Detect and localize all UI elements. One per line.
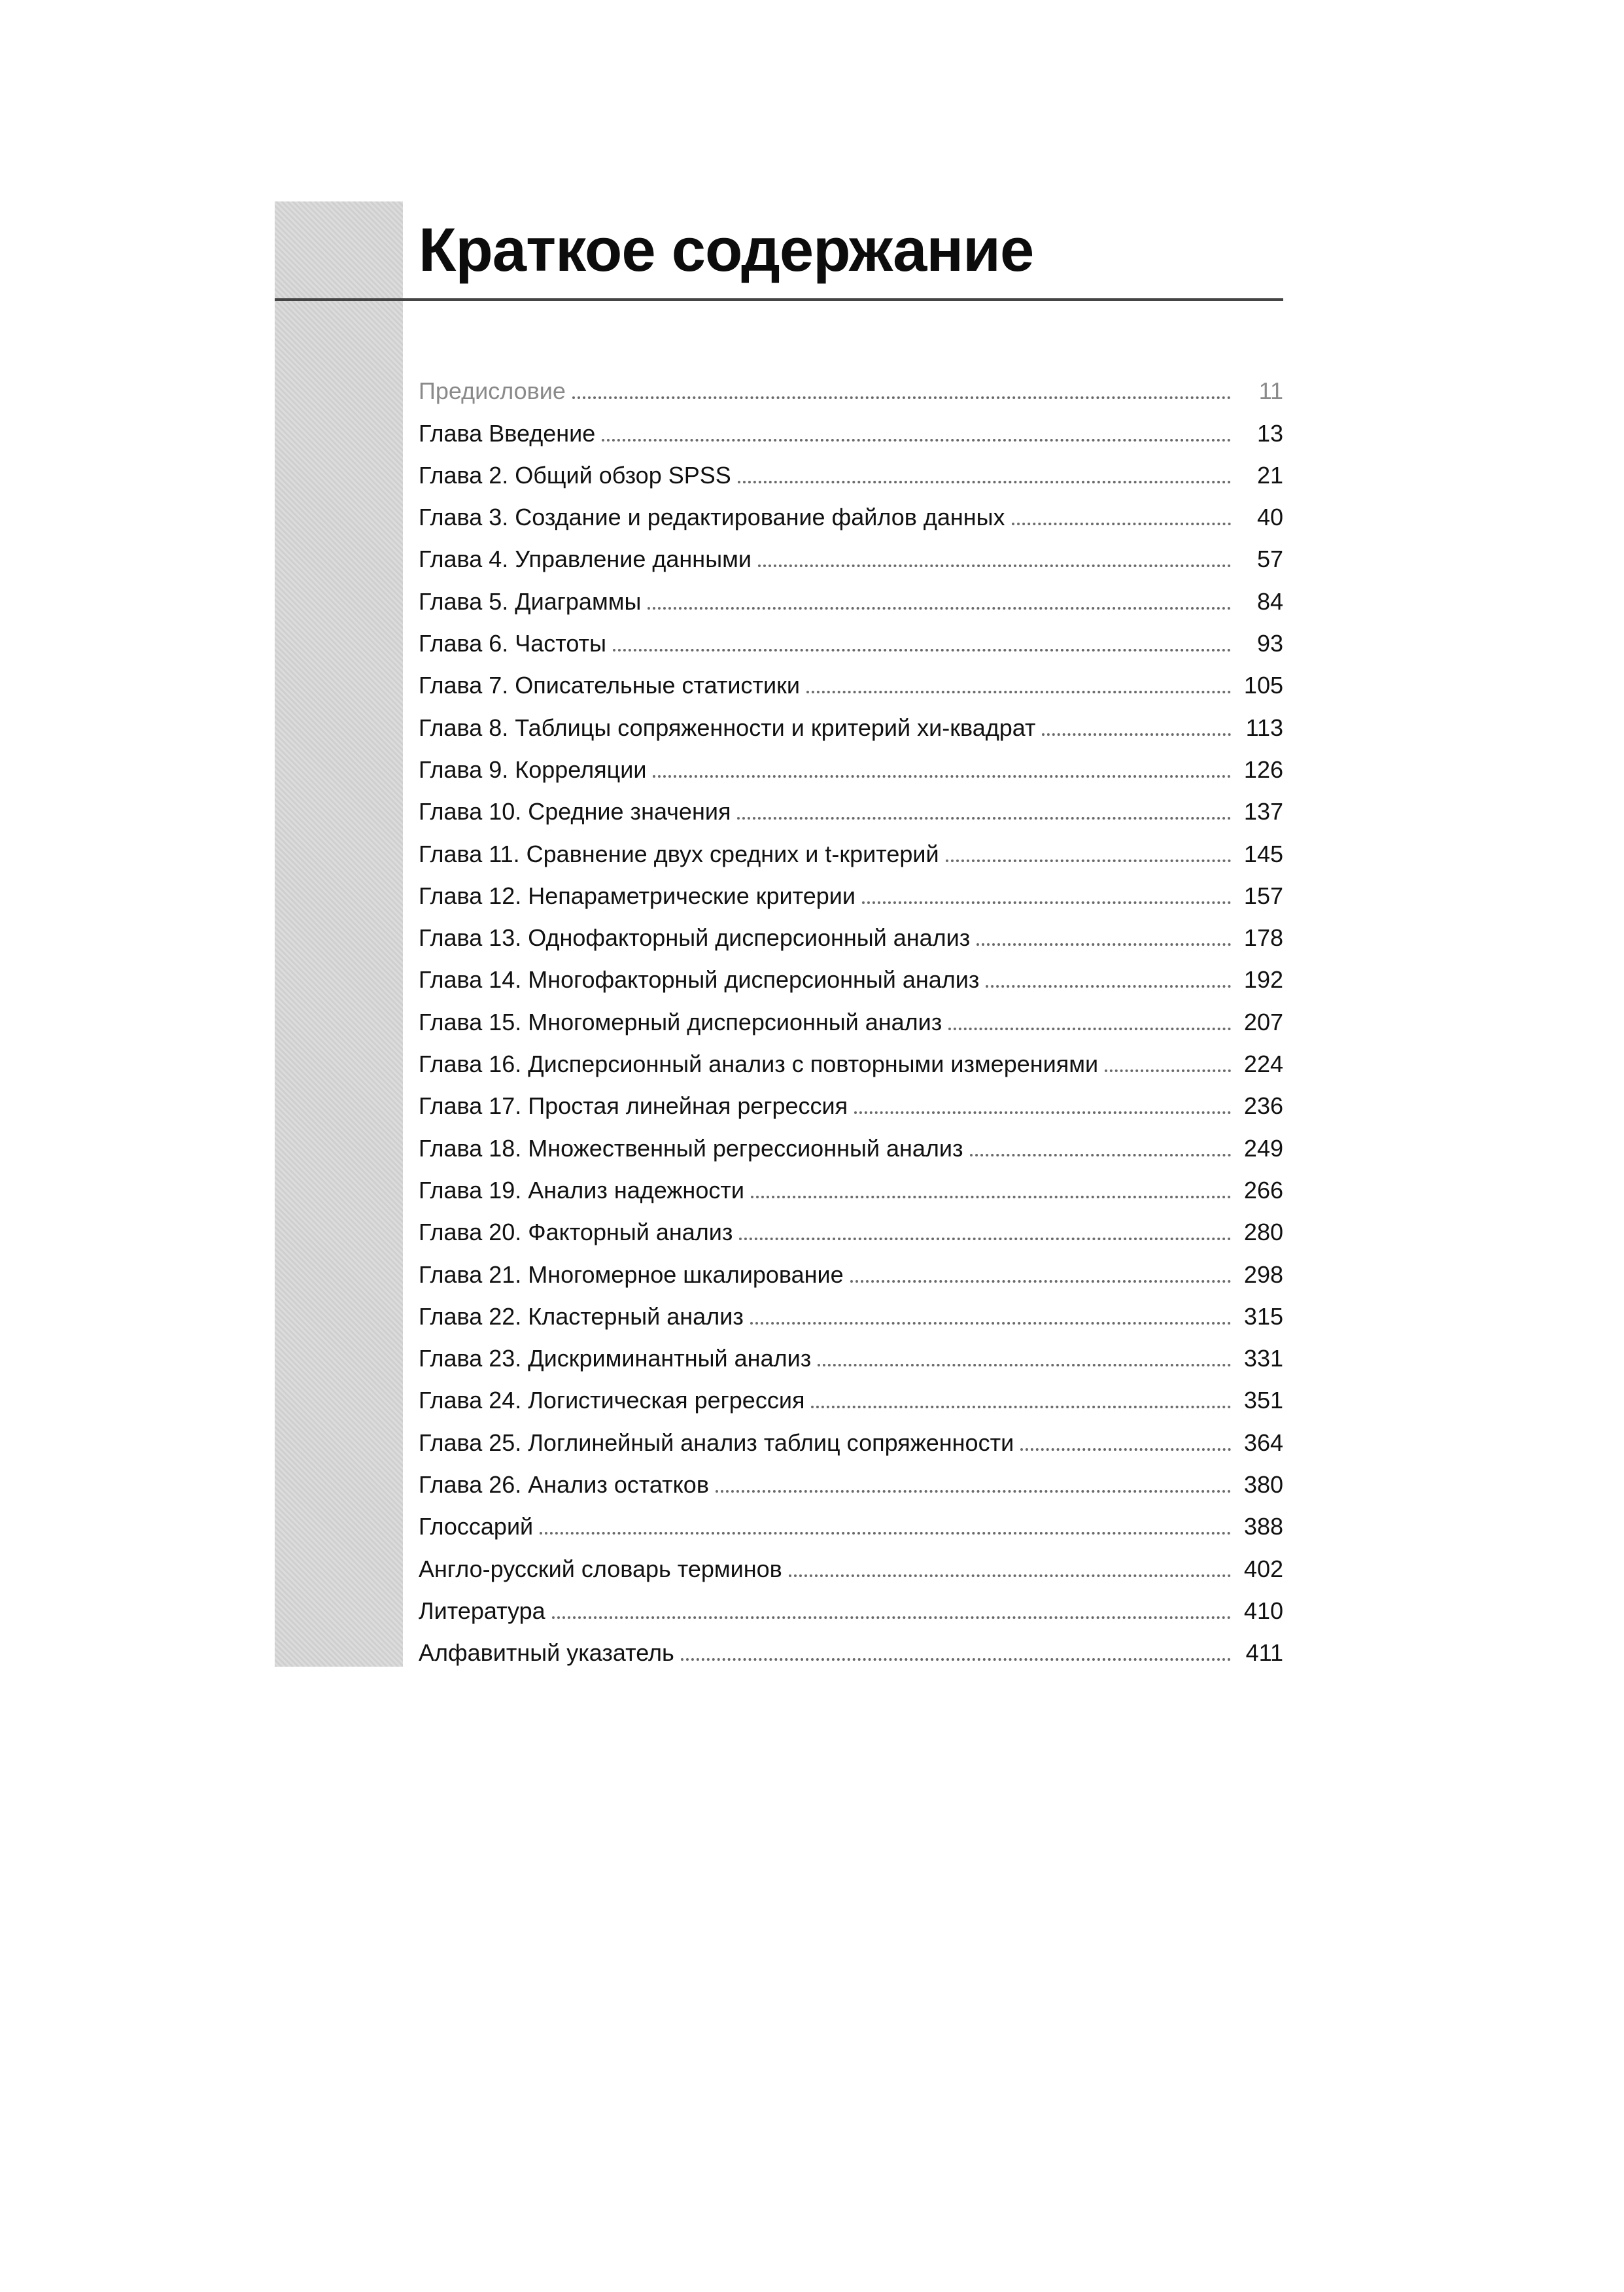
toc-entry-page: 207 bbox=[1243, 1008, 1283, 1035]
toc-entry-page: 105 bbox=[1243, 672, 1283, 699]
dot-leader bbox=[850, 1280, 1231, 1283]
toc-entry-title: Глава 26. Анализ остатков bbox=[419, 1471, 709, 1499]
toc-entry-page: 364 bbox=[1243, 1429, 1283, 1456]
dot-leader bbox=[789, 1574, 1231, 1577]
toc-entry-title: Глава 22. Кластерный анализ bbox=[419, 1302, 744, 1330]
toc-entry[interactable] bbox=[419, 574, 1283, 616]
toc-entry-page: 145 bbox=[1243, 840, 1283, 867]
title-underline bbox=[275, 298, 1283, 301]
toc-entry[interactable] bbox=[419, 994, 1283, 1036]
toc-entry[interactable] bbox=[419, 784, 1283, 826]
dot-leader bbox=[613, 649, 1231, 651]
toc-entry-page: 157 bbox=[1243, 882, 1283, 909]
toc-entry-title: Глава 5. Диаграммы bbox=[419, 587, 642, 615]
toc-entry-title: Глава 13. Однофакторный дисперсионный анализ bbox=[419, 924, 971, 952]
toc-entry-title: Глава 17. Простая линейная регрессия bbox=[419, 1092, 848, 1120]
toc-entry-title: Англо-русский словарь терминов bbox=[419, 1555, 782, 1582]
toc-entry-page: 113 bbox=[1245, 714, 1283, 741]
toc-entry[interactable] bbox=[419, 490, 1283, 532]
dot-leader bbox=[818, 1364, 1231, 1366]
dot-leader bbox=[946, 859, 1231, 862]
page-title: Краткое содержание bbox=[419, 215, 1034, 284]
toc-entry-title: Глава 10. Средние значения bbox=[419, 798, 731, 825]
toc-entry[interactable] bbox=[419, 742, 1283, 784]
dot-leader bbox=[1020, 1448, 1231, 1451]
toc-entry-title: Глава Введение bbox=[419, 419, 596, 447]
dot-leader bbox=[862, 901, 1231, 904]
dot-leader bbox=[948, 1028, 1231, 1030]
dot-leader bbox=[572, 396, 1231, 399]
toc-entry[interactable] bbox=[419, 616, 1283, 658]
toc-entry-page: 178 bbox=[1243, 924, 1283, 952]
toc-entry[interactable] bbox=[419, 952, 1283, 994]
toc-entry-page: 126 bbox=[1243, 755, 1283, 783]
toc-entry[interactable] bbox=[419, 532, 1283, 574]
toc-entry[interactable] bbox=[419, 1247, 1283, 1289]
toc-entry-title: Глава 21. Многомерное шкалирование bbox=[419, 1260, 844, 1288]
toc-entry-page: 315 bbox=[1243, 1302, 1283, 1330]
dot-leader bbox=[602, 439, 1231, 442]
toc-entry[interactable] bbox=[419, 1163, 1283, 1205]
toc-entry-page: 84 bbox=[1256, 587, 1283, 615]
toc-entry-page: 137 bbox=[1243, 798, 1283, 825]
toc-entry-page: 266 bbox=[1243, 1176, 1283, 1204]
dot-leader bbox=[806, 691, 1231, 693]
toc-entry-title: Алфавитный указатель bbox=[419, 1639, 674, 1667]
toc-entry-page: 331 bbox=[1243, 1345, 1283, 1372]
toc-entry-page: 236 bbox=[1243, 1092, 1283, 1120]
toc-entry-page: 280 bbox=[1243, 1219, 1283, 1246]
toc-entry-title: Глава 4. Управление данными bbox=[419, 546, 752, 573]
toc-entry-page: 13 bbox=[1256, 419, 1283, 447]
toc-entry-title: Глава 11. Сравнение двух средних и t-критерий bbox=[419, 840, 939, 867]
toc-entry[interactable] bbox=[419, 1331, 1283, 1373]
dot-leader bbox=[653, 775, 1231, 778]
toc-entry-title: Глава 25. Логлинейный анализ таблиц сопряженности bbox=[419, 1429, 1014, 1456]
toc-entry-title: Глава 19. Анализ надежности bbox=[419, 1176, 744, 1204]
toc-entry-page: 402 bbox=[1243, 1555, 1283, 1582]
toc-entry[interactable] bbox=[419, 658, 1283, 700]
decorative-side-band bbox=[275, 201, 403, 1667]
toc-entry-page: 249 bbox=[1243, 1134, 1283, 1162]
toc-entry-title: Предисловие bbox=[419, 377, 566, 405]
toc-entry[interactable] bbox=[419, 1457, 1283, 1499]
toc-entry-title: Глава 18. Множественный регрессионный анализ bbox=[419, 1134, 963, 1162]
toc-entry-page: 298 bbox=[1243, 1260, 1283, 1288]
toc-entry-title: Глава 8. Таблицы сопряженности и критерий хи-квадрат bbox=[419, 714, 1036, 741]
toc-entry[interactable] bbox=[419, 1037, 1283, 1079]
toc-entry-page: 351 bbox=[1243, 1387, 1283, 1414]
toc-entry-page: 192 bbox=[1243, 966, 1283, 994]
toc-entry[interactable] bbox=[419, 1584, 1283, 1625]
toc-entry[interactable] bbox=[419, 826, 1283, 868]
toc-entry-title: Глава 2. Общий обзор SPSS bbox=[419, 461, 731, 489]
toc-entry[interactable] bbox=[419, 406, 1283, 447]
dot-leader bbox=[854, 1111, 1231, 1114]
toc-entry-title: Глава 16. Дисперсионный анализ с повторными измерениями bbox=[419, 1050, 1099, 1078]
toc-entry-title: Глоссарий bbox=[419, 1513, 534, 1540]
toc-entry[interactable] bbox=[419, 911, 1283, 952]
toc-entry-title: Глава 7. Описательные статистики bbox=[419, 672, 800, 699]
toc-entry[interactable] bbox=[419, 1625, 1283, 1667]
toc-entry-page: 224 bbox=[1243, 1050, 1283, 1078]
toc-entry[interactable] bbox=[419, 1120, 1283, 1162]
toc-entry-page: 57 bbox=[1256, 546, 1283, 573]
toc-entry[interactable] bbox=[419, 448, 1283, 490]
toc-entry[interactable] bbox=[419, 1373, 1283, 1415]
toc-entry-title: Глава 9. Корреляции bbox=[419, 755, 647, 783]
dot-leader bbox=[739, 1238, 1231, 1240]
toc-entry[interactable] bbox=[419, 700, 1283, 742]
dot-leader bbox=[976, 943, 1231, 946]
toc-entry-title: Глава 12. Непараметрические критерии bbox=[419, 882, 855, 909]
dot-leader bbox=[648, 607, 1231, 610]
toc-entry[interactable] bbox=[419, 1415, 1283, 1457]
dot-leader bbox=[738, 481, 1231, 483]
toc-entry-title: Глава 6. Частоты bbox=[419, 630, 606, 657]
toc-entry-page: 21 bbox=[1256, 461, 1283, 489]
toc-entry-title: Глава 15. Многомерный дисперсионный анализ bbox=[419, 1008, 942, 1035]
toc-entry[interactable] bbox=[419, 869, 1283, 911]
toc-entry-page: 411 bbox=[1245, 1639, 1283, 1667]
dot-leader bbox=[716, 1490, 1231, 1493]
toc-entry[interactable] bbox=[419, 1289, 1283, 1331]
toc-entry-page: 380 bbox=[1243, 1471, 1283, 1499]
dot-leader bbox=[1105, 1069, 1231, 1072]
toc-entry-title: Глава 3. Создание и редактирование файлов данных bbox=[419, 504, 1005, 531]
dot-leader bbox=[681, 1658, 1231, 1661]
toc-entry-title: Глава 24. Логистическая регрессия bbox=[419, 1387, 805, 1414]
toc-entry[interactable] bbox=[419, 364, 1283, 406]
toc-entry-page: 40 bbox=[1256, 504, 1283, 531]
dot-leader bbox=[750, 1322, 1231, 1325]
toc-entry-page: 11 bbox=[1258, 377, 1283, 405]
dot-leader bbox=[986, 985, 1231, 988]
toc-entry[interactable] bbox=[419, 1079, 1283, 1120]
toc-entry-title: Глава 23. Дискриминантный анализ bbox=[419, 1345, 812, 1372]
dot-leader bbox=[758, 564, 1231, 567]
toc-entry[interactable] bbox=[419, 1499, 1283, 1541]
dot-leader bbox=[751, 1196, 1231, 1198]
toc-entry-page: 410 bbox=[1243, 1597, 1283, 1624]
dot-leader bbox=[1012, 523, 1231, 525]
toc-entry-title: Глава 20. Факторный анализ bbox=[419, 1219, 733, 1246]
dot-leader bbox=[970, 1154, 1232, 1156]
toc-entry-title: Глава 14. Многофакторный дисперсионный анализ bbox=[419, 966, 980, 994]
toc-entry[interactable] bbox=[419, 1205, 1283, 1247]
toc-entry[interactable] bbox=[419, 1541, 1283, 1583]
toc-entry-page: 388 bbox=[1243, 1513, 1283, 1540]
dot-leader bbox=[540, 1532, 1231, 1535]
toc-entry-page: 93 bbox=[1256, 630, 1283, 657]
dot-leader bbox=[1042, 733, 1231, 736]
toc-entry-title: Литература bbox=[419, 1597, 545, 1624]
dot-leader bbox=[737, 817, 1231, 820]
table-of-contents bbox=[419, 364, 1283, 1667]
dot-leader bbox=[811, 1406, 1231, 1408]
dot-leader bbox=[552, 1616, 1231, 1619]
